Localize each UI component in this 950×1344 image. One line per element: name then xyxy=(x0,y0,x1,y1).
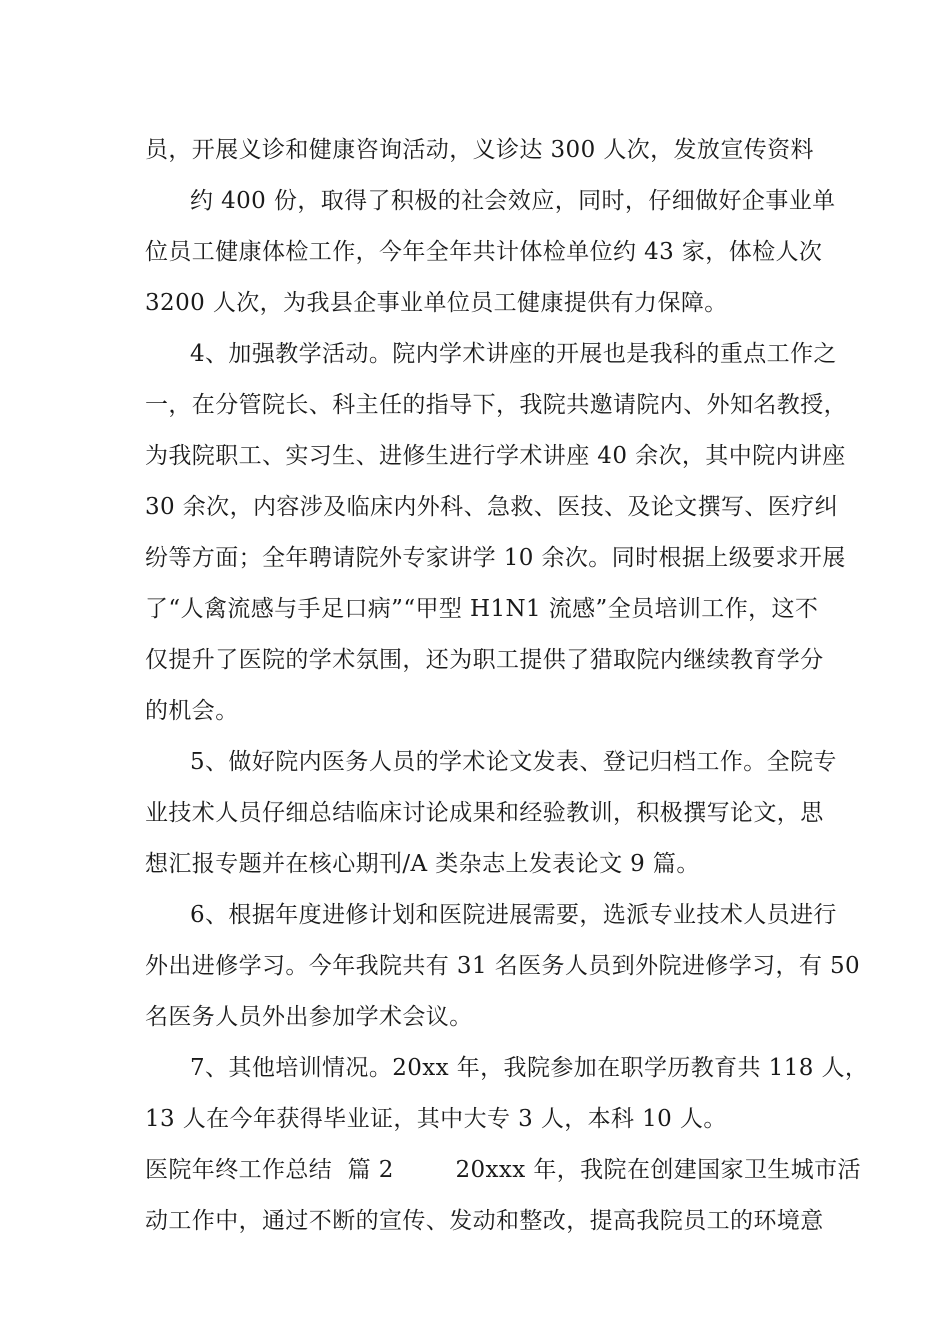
paragraph-line: 位员工健康体检工作，今年全年共计体检单位约 43 家，体检人次 xyxy=(145,239,823,265)
paragraph-line: 30 余次，内容涉及临床内外科、急救、医技、及论文撰写、医疗纠 xyxy=(145,494,838,520)
paragraph-line: 3200 人次，为我县企事业单位员工健康提供有力保障。 xyxy=(145,290,728,316)
paragraph-line: 一，在分管院长、科主任的指导下，我院共邀请院内、外知名教授， xyxy=(145,392,847,418)
paragraph-line: 员，开展义诊和健康咨询活动，义诊达 300 人次，发放宣传资料 xyxy=(145,137,814,163)
paragraph-line: 7、其他培训情况。20xx 年，我院参加在职学历教育共 118 人， xyxy=(190,1055,869,1081)
paragraph-line: 为我院职工、实习生、进修生进行学术讲座 40 余次，其中院内讲座 xyxy=(145,443,846,469)
paragraph-line: 仅提升了医院的学术氛围，还为职工提供了猎取院内继续教育学分 xyxy=(145,647,824,673)
paragraph-line: 外出进修学习。今年我院共有 31 名医务人员到外院进修学习，有 50 xyxy=(145,953,861,979)
paragraph-line: 动工作中，通过不断的宣传、发动和整改，提高我院员工的环境意 xyxy=(145,1208,824,1234)
paragraph-line: 约 400 份，取得了积极的社会效应，同时，仔细做好企事业单 xyxy=(190,188,836,214)
paragraph-line: 的机会。 xyxy=(145,698,239,724)
paragraph-line: 4、加强教学活动。院内学术讲座的开展也是我科的重点工作之 xyxy=(190,341,837,367)
paragraph-line: 纷等方面；全年聘请院外专家讲学 10 余次。同时根据上级要求开展 xyxy=(145,545,846,571)
section-heading-line: 医院年终工作总结 篇 2 20xxx 年，我院在创建国家卫生城市活 xyxy=(145,1157,861,1183)
paragraph-line: 了“人禽流感与手足口病”“甲型 H1N1 流感”全员培训工作，这不 xyxy=(145,596,819,622)
paragraph-line: 13 人在今年获得毕业证，其中大专 3 人，本科 10 人。 xyxy=(145,1106,727,1132)
paragraph-line: 6、根据年度进修计划和医院进展需要，选派专业技术人员进行 xyxy=(190,902,837,928)
paragraph-line: 想汇报专题并在核心期刊/A 类杂志上发表论文 9 篇。 xyxy=(145,851,700,877)
paragraph-line: 名医务人员外出参加学术会议。 xyxy=(145,1004,473,1030)
paragraph-line: 业技术人员仔细总结临床讨论成果和经验教训，积极撰写论文，思 xyxy=(145,800,824,826)
paragraph-line: 5、做好院内医务人员的学术论文发表、登记归档工作。全院专 xyxy=(190,749,837,775)
